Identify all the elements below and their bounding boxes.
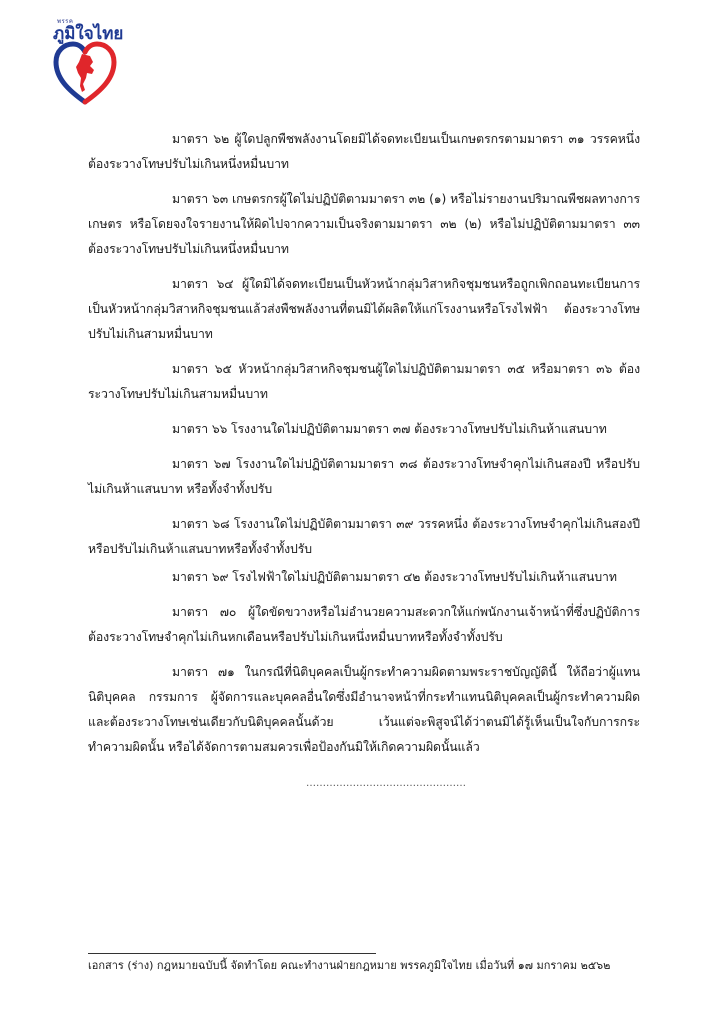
section-67: มาตรา ๖๗ โรงงานใดไม่ปฏิบัติตามมาตรา ๓๘ ต้องระวางโทษจำคุกไม่เกินสองปี หรือปรับ ไม่เกินห้าแสนบาท หรือทั้งจำทั้งปรับ [88, 457, 640, 496]
footnote: เอกสาร (ร่าง) กฎหมายฉบับนี้ จัดทำโดย คณะทำงานฝ่ายกฎหมาย พรรคภูมิใจไทย เมื่อวันที่ ๑๗ มกราคม ๒๕๖๒ [88, 959, 611, 972]
section-70: มาตรา ๗๐ ผู้ใดขัดขวางหรือไม่อำนวยความสะดวกให้แก่พนักงานเจ้าหน้าที่ซึ่งปฏิบัติการต้องระวางโทษจำคุกไม่เกินหกเดือนหรือปรับไม่เกินหนึ่งหมื่นบาทหรือทั้งจำทั้งปรับ [88, 605, 640, 644]
section-62: มาตรา ๖๒ ผู้ใดปลูกพืชพลังงานโดยมิได้จดทะเบียนเป็นเกษตรกรตามมาตรา ๓๑ วรรคหนึ่ง ต้องระวางโทษปรับไม่เกินหนึ่งหมื่นบาท [88, 132, 640, 171]
section-68: มาตรา ๖๘ โรงงานใดไม่ปฏิบัติตามมาตรา ๓๙ วรรคหนึ่ง ต้องระวางโทษจำคุกไม่เกินสองปี หรือปรับไม่เกินห้าแสนบาทหรือทั้งจำทั้งปรับ [88, 517, 640, 556]
section-64: มาตรา ๖๔ ผู้ใดมิได้จดทะเบียนเป็นหัวหน้ากลุ่มวิสาหกิจชุมชนหรือถูกเพิกถอนทะเบียนการเป็นหัวหน้ากลุ่มวิสาหกิจชุมชนแล้วส่งพืชพลังงานที่ตนมิได้ผลิตให้แก่โรงงานหรือโรงไฟฟ้า ต้องระวางโทษปรับไม่เกินสามหมื่นบาท [88, 277, 640, 341]
section-69: มาตรา ๖๙ โรงไฟฟ้าใดไม่ปฏิบัติตามมาตรา ๔๒ ต้องระวางโทษปรับไม่เกินห้าแสนบาท [172, 570, 617, 584]
section-65: มาตรา ๖๕ หัวหน้ากลุ่มวิสาหกิจชุมชนผู้ใดไม่ปฏิบัติตามมาตรา ๓๕ หรือมาตรา ๓๖ ต้องระวางโทษปรับไม่เกินสามหมื่นบาท [88, 362, 640, 401]
section-71: มาตรา ๗๑ ในกรณีที่นิติบุคคลเป็นผู้กระทำความผิดตามพระราชบัญญัตินี้ ให้ถือว่าผู้แทนนิติบุคคล กรรมการ ผู้จัดการและบุคคลอื่นใดซึ่งมีอำนาจหน้าที่กระทำแทนนิติบุคคลเป็นผู้กระทำความผิดและต้องระวางโทษเช่นเดียวกับนิติบุคคลนั้นด้วย เว้นแต่จะพิสูจน์ได้ว่าตนมิได้รู้เห็นเป็นใจกับการกระทำความผิดนั้น หรือได้จัดการตามสมควรเพื่อป้องกันมิให้เกิดความผิดนั้นแล้ว [88, 665, 640, 754]
footnote-rule [88, 953, 376, 954]
end-separator: ………………………………………… [306, 778, 466, 789]
party-logo [44, 16, 130, 116]
document-body [88, 127, 640, 770]
heart-map-icon [52, 40, 118, 108]
logo-wordmark: ภูมิใจไทย [53, 24, 124, 44]
section-66: มาตรา ๖๖ โรงงานใดไม่ปฏิบัติตามมาตรา ๓๗ ต้องระวางโทษปรับไม่เกินห้าแสนบาท [172, 422, 607, 436]
section-63: มาตรา ๖๓ เกษตรกรผู้ใดไม่ปฏิบัติตามมาตรา ๓๒ (๑) หรือไม่รายงานปริมาณพืชผลทางการเกษตร หรือโดยจงใจรายงานให้ผิดไปจากความเป็นจริงตามมาตรา ๓๒ (๒) หรือไม่ปฏิบัติตามมาตรา ๓๓ ต้องระวางโทษปรับไม่เกินหนึ่งหมื่นบาท [88, 192, 640, 256]
logo-small-text: พรรค [57, 18, 74, 25]
